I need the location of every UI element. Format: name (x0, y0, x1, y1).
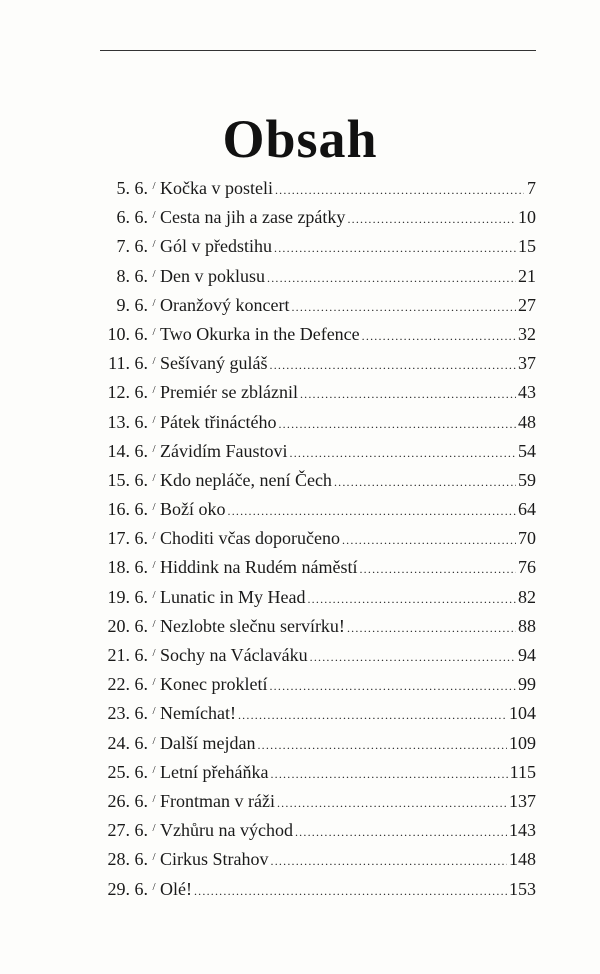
entry-date: 11. 6. (108, 353, 148, 374)
leader-dots (228, 504, 517, 519)
leader-dots (267, 271, 516, 286)
entry-separator: / (152, 413, 156, 426)
entry-separator: / (152, 471, 156, 484)
entry-date: 14. 6. (107, 440, 148, 461)
leader-dots (347, 212, 516, 227)
entry-separator: / (152, 588, 156, 601)
entry-title: Choditi včas doporučeno (160, 528, 340, 549)
leader-dots (269, 679, 516, 694)
entry-page-number: 76 (518, 557, 536, 578)
entry-title: Olé! (160, 878, 192, 899)
toc-entry (90, 791, 536, 820)
entry-page-number: 88 (518, 615, 536, 636)
entry-page-number: 59 (518, 469, 536, 490)
entry-separator: / (152, 676, 156, 689)
entry-title: Vzhůru na východ (160, 820, 293, 841)
toc-entry (90, 645, 536, 674)
entry-separator: / (152, 501, 156, 514)
leader-dots (275, 183, 524, 198)
entry-separator: / (152, 792, 156, 805)
entry-title: Pátek třináctého (160, 411, 277, 432)
entry-title: Konec prokletí (160, 674, 268, 695)
entry-separator: / (152, 647, 156, 659)
entry-page-number: 137 (509, 790, 536, 811)
entry-title: Sochy na Václaváku (160, 645, 308, 665)
entry-date: 7. 6. (116, 236, 148, 257)
entry-title: Oranžový koncert (160, 294, 290, 315)
entry-page-number: 99 (518, 674, 536, 695)
toc-entry (90, 412, 536, 441)
leader-dots (334, 475, 516, 490)
entry-page-number: 43 (518, 382, 536, 403)
leader-dots (277, 796, 507, 811)
entry-title: Sešívaný guláš (160, 353, 268, 374)
entry-page-number: 143 (509, 820, 536, 841)
entry-page-number: 48 (518, 411, 536, 432)
toc-entry (90, 879, 536, 908)
entry-page-number: 64 (518, 499, 536, 520)
leader-dots (359, 562, 516, 577)
entry-date: 26. 6. (107, 790, 148, 811)
entry-page-number: 70 (518, 528, 536, 549)
leader-dots (295, 825, 507, 840)
entry-page-number: 32 (518, 323, 536, 344)
entry-page-number: 153 (509, 878, 536, 899)
entry-date: 25. 6. (107, 761, 148, 782)
toc-entry (90, 382, 536, 411)
entry-title: Letní přeháňka (160, 761, 269, 782)
entry-title: Hiddink na Rudém náměstí (160, 557, 358, 578)
toc-entry (90, 441, 536, 470)
leader-dots (194, 884, 507, 899)
leader-dots (257, 738, 507, 753)
toc-entry (90, 499, 536, 528)
entry-date: 19. 6. (107, 586, 148, 607)
entry-date: 18. 6. (107, 557, 148, 578)
entry-page-number: 109 (509, 732, 536, 753)
entry-page-number: 115 (509, 761, 536, 782)
leader-dots (270, 767, 507, 782)
toc-entry (90, 762, 536, 791)
entry-title: Kočka v posteli (160, 178, 273, 198)
leader-dots (347, 621, 516, 636)
entry-separator: / (152, 851, 156, 864)
entry-title: Frontman v ráži (160, 790, 275, 811)
toc-entry (90, 295, 536, 324)
toc-entry (90, 557, 536, 586)
entry-separator: / (152, 705, 156, 718)
entry-title: Závidím Faustovi (160, 440, 288, 461)
entry-date: 17. 6. (107, 528, 148, 549)
entry-date: 8. 6. (116, 265, 148, 286)
entry-separator: / (152, 384, 156, 397)
entry-date: 5. 6. (116, 178, 148, 198)
entry-page-number: 10 (518, 207, 536, 228)
toc-entry (90, 324, 536, 353)
entry-title: Den v poklusu (160, 265, 265, 286)
entry-title: Lunatic in My Head (160, 586, 306, 607)
toc-entry (90, 178, 536, 207)
leader-dots (342, 533, 516, 548)
toc-entry (90, 733, 536, 762)
toc-entry (90, 587, 536, 616)
entry-date: 12. 6. (107, 382, 148, 403)
entry-separator: / (152, 763, 156, 776)
entry-date: 16. 6. (107, 499, 148, 520)
toc-entry (90, 207, 536, 236)
leader-dots (274, 241, 516, 256)
entry-date: 10. 6. (107, 323, 148, 344)
entry-page-number: 21 (518, 265, 536, 286)
leader-dots (278, 417, 516, 432)
leader-dots (310, 650, 516, 665)
entry-page-number: 7 (527, 178, 536, 198)
entry-separator: / (152, 209, 156, 222)
entry-page-number: 37 (518, 353, 536, 374)
toc-entry (90, 266, 536, 295)
entry-title: Two Okurka in the Defence (160, 323, 360, 344)
entry-date: 15. 6. (107, 469, 148, 490)
leader-dots (270, 358, 517, 373)
entry-title: Nezlobte slečnu servírku! (160, 615, 345, 636)
entry-page-number: 15 (518, 236, 536, 257)
entry-page-number: 82 (518, 586, 536, 607)
entry-separator: / (152, 238, 156, 251)
entry-separator: / (152, 180, 156, 192)
entry-separator: / (152, 880, 156, 893)
entry-date: 13. 6. (107, 411, 148, 432)
page-title: Obsah (222, 109, 378, 170)
leader-dots (362, 329, 516, 344)
leader-dots (291, 300, 516, 315)
entry-title: Premiér se zbláznil (160, 382, 298, 403)
entry-date: 20. 6. (107, 615, 148, 636)
entry-separator: / (152, 559, 156, 572)
entry-separator: / (152, 617, 156, 630)
entry-separator: / (152, 267, 156, 280)
toc-entry (90, 849, 536, 878)
entry-title: Kdo nepláče, není Čech (160, 469, 332, 490)
leader-dots (290, 446, 517, 461)
entry-separator: / (152, 734, 156, 747)
entry-separator: / (152, 442, 156, 455)
leader-dots (271, 854, 507, 869)
toc-entry (90, 674, 536, 703)
entry-date: 23. 6. (107, 703, 148, 724)
entry-title: Gól v předstihu (160, 236, 272, 257)
leader-dots (307, 592, 516, 607)
entry-date: 24. 6. (107, 732, 148, 753)
entry-separator: / (152, 530, 156, 543)
toc-entry (90, 528, 536, 557)
entry-page-number: 94 (518, 645, 536, 665)
entry-title: Nemíchat! (160, 703, 236, 724)
entry-title: Další mejdan (160, 732, 256, 753)
entry-date: 29. 6. (107, 878, 148, 899)
entry-date: 28. 6. (107, 849, 148, 870)
entry-date: 22. 6. (107, 674, 148, 695)
leader-dots (238, 708, 507, 723)
toc-entry (90, 470, 536, 499)
leader-dots (300, 387, 516, 402)
entry-page-number: 148 (509, 849, 536, 870)
entry-date: 27. 6. (107, 820, 148, 841)
toc-entry (90, 236, 536, 265)
entry-separator: / (152, 355, 156, 368)
top-rule (100, 50, 536, 51)
entry-title: Boží oko (160, 499, 226, 520)
entry-title: Cesta na jih a zase zpátky (160, 207, 346, 228)
entry-date: 6. 6. (116, 207, 148, 228)
entry-page-number: 54 (518, 440, 536, 461)
entry-date: 9. 6. (116, 294, 148, 315)
entry-page-number: 104 (509, 703, 536, 724)
table-of-contents (90, 178, 536, 908)
toc-entry (90, 820, 536, 849)
toc-entry (90, 353, 536, 382)
entry-title: Cirkus Strahov (160, 849, 269, 870)
entry-page-number: 27 (518, 294, 536, 315)
toc-entry (90, 616, 536, 645)
toc-entry (90, 703, 536, 732)
entry-separator: / (152, 822, 156, 835)
entry-date: 21. 6. (107, 645, 148, 665)
entry-separator: / (152, 296, 156, 309)
entry-separator: / (152, 325, 156, 338)
